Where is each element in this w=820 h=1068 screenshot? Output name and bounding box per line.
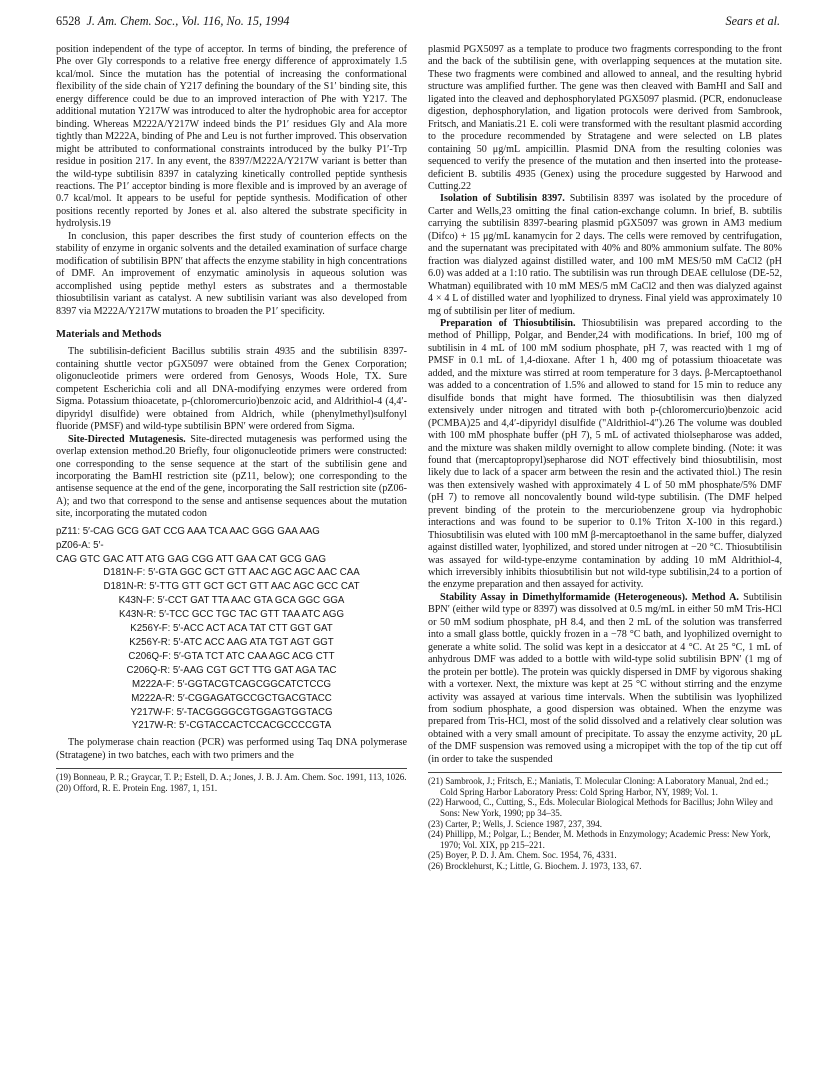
paragraph: The polymerase chain reaction (PCR) was performed using Taq DNA polymerase (Stratagene) in two batches, each with two primers and the [56, 737, 407, 761]
footnote: (20) Offord, R. E. Protein Eng. 1987, 1, 151. [56, 782, 218, 793]
paragraph-body: Subtilisin BPN′ (either wild type or 8397) was dissolved at 0.5 mg/mL in either 50 mM Tris-HCl or 50 mM sodium phosphate, pH 8.4, and then 2 mL of the solution was transferred into a small glass bottle, quickly frozen in a −78 °C bath, and lyophilized overnight to generate a white solid. The solid was kept in a desiccator at 4 °C. At 25 °C, 1 mL of anhydrous DMF was added to a bottle with wild-type solid subtilisin BPN′ (1 mg of the protein per bottle). The protein was quickly dispersed in DMF by vigorous shaking with a vortexer. Next, the mixture was kept at 25 °C without stirring and the enzyme activity was assayed at various time intervals. When the subtilisin was lyophilized from sodium phosphate, a good dispersion was obtained. When the enzyme was prepared from Tris-HCl, most of the solid dissolved and a relatively clear solution was obtained with a very small amount of precipitate. To assay the enzyme activity, 20 μL of the DMF suspension was removed using a micropipet with the top of the tip cut off (in order to take the suspended [428, 591, 782, 765]
primer-line: K43N-R: 5′-TCC GCC TGC TAC GTT TAA ATC AGG [118, 609, 345, 621]
paragraph-run-in-heading: Stability Assay in Dimethylformamide (Heterogeneous). Method A. [440, 591, 739, 603]
left-column [56, 44, 407, 793]
primer-line: D181N-R: 5′-TTG GTT GCT GCT GTT AAC AGC GCC CAT [103, 581, 360, 593]
paragraph-run-in-heading: Preparation of Thiosubtilisin. [440, 317, 576, 329]
primer-line: C206Q-F: 5′-GTA TCT ATC CAA AGC ACG CTT [128, 650, 335, 662]
paragraph-body: Thiosubtilisin was prepared according to the method of Phillipp, Polgar, and Bender,24 with modifications. In brief, 100 mg of subtilisin in 4 mL of 100 mM sodium phosphate, pH 7, was reacted with 1 mg of PMSF in 0.1 mL of 1,4-dioxane. After 1 h, 400 mg of potassium thioacetate was added, and the mixture was stirred at room temperature for 3 days. β-Mercaptoethanol was added to a concentration of 1.5% and allowed to stand for 15 min to reduce any disulfide bonds that might have formed. The thiosubtilisin was then dialyzed extensively under nitrogen and titrated with both p-(chloromercurio)benzoic acid (PCMBA)25 and 4,4′-dipyridyl disulfide ("Aldrithiol-4").26 The volume was doubled with 100 mM phosphate buffer (pH 7), 5 mL of activated thiolsepharose was added, and the mixture was shaken mildly overnight to allow complete binding. (Note: it was found that (mercaptopropyl)sepharose did NOT effectively bind thiosubtilisin, most likely due to lack of a spacer arm between the resin and the activated thiol.) The resin was then extensively washed with approximately 4 L of 50 mM phosphate/5% DMF (pH 7) to remove all noncovalently bound wild-type subtilisin. (The DMF helped prevent binding of the protein to the mercuriobenzene group via hydrophobic interactions and was found to be superior to 0.1% Triton X-100 in this regard.) Thiosubtilisin was eluted with 100 mM β-mercaptoethanol in the same buffer, dialyzed against distilled water, lyophilized, and stored under nitrogen at −20 °C. Thiosubtilisin was assayed for wild-type-enzyme contamination by adding 10 mM Aldrithiol-4, which irreversibly inhibits thiosubtilisin but not wild-type subtilisin,24 to a portion of the enzyme preparation and then assayed for activity. [428, 317, 782, 591]
header-authors: Sears et al. [725, 14, 780, 28]
primer-line: D181N-F: 5′-GTA GGC GCT GTT AAC AGC AGC AAC CAA [103, 567, 360, 579]
paragraph-run-in-heading: Isolation of Subtilisin 8397. [440, 193, 565, 205]
primer-line: Y217W-R: 5′-CGTACCACTCCACGCCCCGTA [131, 720, 332, 732]
paragraph [428, 592, 782, 766]
footnote: (19) Bonneau, P. R.; Graycar, T. P.; Estell, D. A.; Jones, J. B. J. Am. Chem. Soc. 1991, 113, 1026. [56, 772, 407, 783]
paragraph-run-in-heading: Site-Directed Mutagenesis. [68, 433, 186, 445]
paragraph: position independent of the type of acceptor. In terms of binding, the preference of Phe over Gly corresponds to a relative free energy difference of approximately 1.5 kcal/mol. Since the mutation has the potential of increasing the conformational flexibility of the side chain of Y217 defining the boundary of the S1′ binding site, this energy difference could be due to an improved interaction of Phe with Y217. The additional mutation Y217W was introduced to alter the hydrophobic area for acceptor binding. Whereas M222A/Y217W indeed binds the P1′ residues Gly and Ala more tightly than M222A, binding of Phe and Leu is not further improved. This observation might be attributed to conformational constraints introduced by the bulky P1′-Trp residue in position 217. In any event, the 8397/M222A/Y217W variant is better than the wild-type subtilisin 8397 in catalyzing kinetically controlled peptide synthesis reactions. The P1′ acceptor binding is more flexible and is improved by an average of 0.7 kcal/mol. It appears to be useful for peptide synthesis. Modification of other positions recently reported by Jones et al. also altered the substrate specificity in hydrolysis.19 [56, 44, 407, 230]
paragraph: The subtilisin-deficient Bacillus subtilis strain 4935 and the subtilisin 8397-containing shuttle vector pGX5097 were obtained from the Genex Corporation; oligonucleotide primers were ordered from Genosys, Woods Hole, TX. Sure competent Escherichia coli and all DNA-modifying enzymes were ordered from Sigma. Potassium thioacetate, p-(chloromercurio)benzoic acid, and Aldrithiol-4 (4,4′-dipyridyl disulfide) were obtained from Aldrich, while (phenylmethyl)sulfonyl fluoride (PMSF) and wild-type subtilisin BPN′ were ordered from Sigma. [56, 346, 407, 433]
primer-line: M222A-R: 5′-CGGAGATGCCGCTGACGTACC [131, 692, 332, 704]
paragraph [56, 434, 407, 521]
paragraph: plasmid PGX5097 as a template to produce two fragments corresponding to the front and the back of the subtilisin gene, with overlapping sequences at the mutation site. These two fragments were combined and allowed to anneal, and the resulting hybrid structure was amplified further. The gene was then cleaved with BamHI and SalI and ligated into the cleaved and dephosphorylated PGX5097 plasmid. (PCR, endonuclease digestion, dephosphorylation, and ligation protocols were derived from Sambrook, Fritsch, and Maniatis.21 E. coli were transformed with the resultant plasmid according to the procedure recommended by Stratagene and were selected on LB plates containing 50 μg/mL ampicillin. Plasmid DNA from the resulting colonies was sequenced to verify the presence of the mutation and then inserted into the protease-deficient B. subtilis 4935 (Genex) using the procedure suggested by Harwood and Cutting.22 [428, 44, 782, 192]
footnote: (23) Carter, P.; Wells, J. Science 1987, 237, 394. [428, 818, 602, 829]
primer-line: pZ11: 5′-CAG GCG GAT CCG AAA TCA AAC GGG GAA AAG [56, 525, 320, 537]
header-left [56, 14, 289, 29]
paragraph: In conclusion, this paper describes the first study of counterion effects on the stability of enzyme in organic solvents and the detailed examination of surface charge modification of subtilisin BPN′ that affects the enzyme stability in high concentrations of DMF. An improvement of enzymatic aminolysis in aqueous solution was accomplished using peptide methyl esters as substrates and a thermostable thiosubtilisin variant as catalyst. A new subtilisin variant was also developed from 8397 via M222A/Y217W mutations to broaden the P1′ specificity. [56, 230, 407, 317]
primer-line: CAG GTC GAC ATT ATG GAG CGG ATT GAA CAT GCG GAG [56, 553, 327, 565]
journal-citation: J. Am. Chem. Soc., Vol. 116, No. 15, 1994 [86, 14, 290, 28]
primer-line: K256Y-R: 5′-ATC ACC AAG ATA TGT AGT GGT [129, 637, 334, 649]
footnote: (22) Harwood, C., Cutting, S., Eds. Molecular Biological Methods for Bacillus; John Wiley and Sons: New York, 1990; pp 34–35. [428, 797, 773, 819]
footnote: (25) Boyer, P. D. J. Am. Chem. Soc. 1954, 76, 4331. [428, 850, 617, 861]
primer-line: M222A-F: 5′-GGTACGTCAGCGGCATCTCCG [132, 678, 331, 690]
footnote: (24) Phillipp, M.; Polgar, L.; Bender, M. Methods in Enzymology; Academic Press: New York, 1970; Vol. XIX, pp 215–221. [428, 829, 771, 850]
footnote: (21) Sambrook, J.; Fritsch, E.; Maniatis, T. Molecular Cloning: A Laboratory Manual, 2nd ed.; Cold Spring Harbor Laboratory Press: Cold Spring Harbor, NY, 1989; Vol. 1. [428, 776, 769, 797]
primer-line: Y217W-F: 5′-TACGGGGCGTGGAGTGGTACG [130, 706, 333, 718]
paragraph-body: Subtilisin 8397 was isolated by the procedure of Carter and Wells,23 omitting the final cation-exchange column. In brief, B. subtilis carrying the subtilisin 8397-bearing plasmid pGX5097 was grown in AM3 medium (Difco) + 15 μg/mL kanamycin for 2 days. The cells were removed by centrifugation, and the supernatant was precipitated with 40% and 80% ammonium sulfate. The 80% fraction was dialyzed against distilled water, and 100 mM MES/50 mM CaCl2 (pH 6.0) was added at a 1:10 ratio. The subtilisin was run through DEAE cellulose (DE-52, Whatman) equilibrated with 10 mM MES/5 mM CaCl2 and then was dialyzed against 4 × 4 L of distilled water and lyophilized to dryness. Final yield was approximately 10 mg of subtilisin per liter of medium. [428, 193, 782, 317]
footnotes [428, 772, 782, 871]
primer-list [56, 525, 407, 734]
primer-line: pZ06-A: 5′- [56, 539, 104, 551]
primer-line: C206Q-R: 5′-AAG CGT GCT TTG GAT AGA TAC [126, 664, 337, 676]
paragraph [428, 318, 782, 592]
section-heading: Materials and Methods [56, 328, 162, 340]
right-column [428, 44, 782, 872]
paragraph-body: Site-directed mutagenesis was performed using the overlap extension method.20 Briefly, four oligonucleotide primers were constructed: one corresponding to the sense sequence at the start of the subtilisin gene and incorporating the BamHI restriction site (pZ11, below); one corresponding to the antisense sequence at the end of the gene, incorporating the SalI restriction site (pZ06-A); and two that correspond to the sense and antisense sequences about the mutation site, incorporating the mutated codon [56, 433, 407, 520]
running-header [56, 14, 780, 32]
page-number: 6528 [56, 14, 81, 28]
primer-line: K256Y-F: 5′-ACC ACT ACA TAT CTT GGT GAT [130, 623, 333, 635]
footnote: (26) Brocklehurst, K.; Little, G. Biochem. J. 1973, 133, 67. [428, 861, 642, 872]
paragraph [428, 193, 782, 318]
footnotes [56, 768, 407, 793]
primer-line: K43N-F: 5′-CCT GAT TTA AAC GTA GCA GGC GGA [118, 595, 345, 607]
